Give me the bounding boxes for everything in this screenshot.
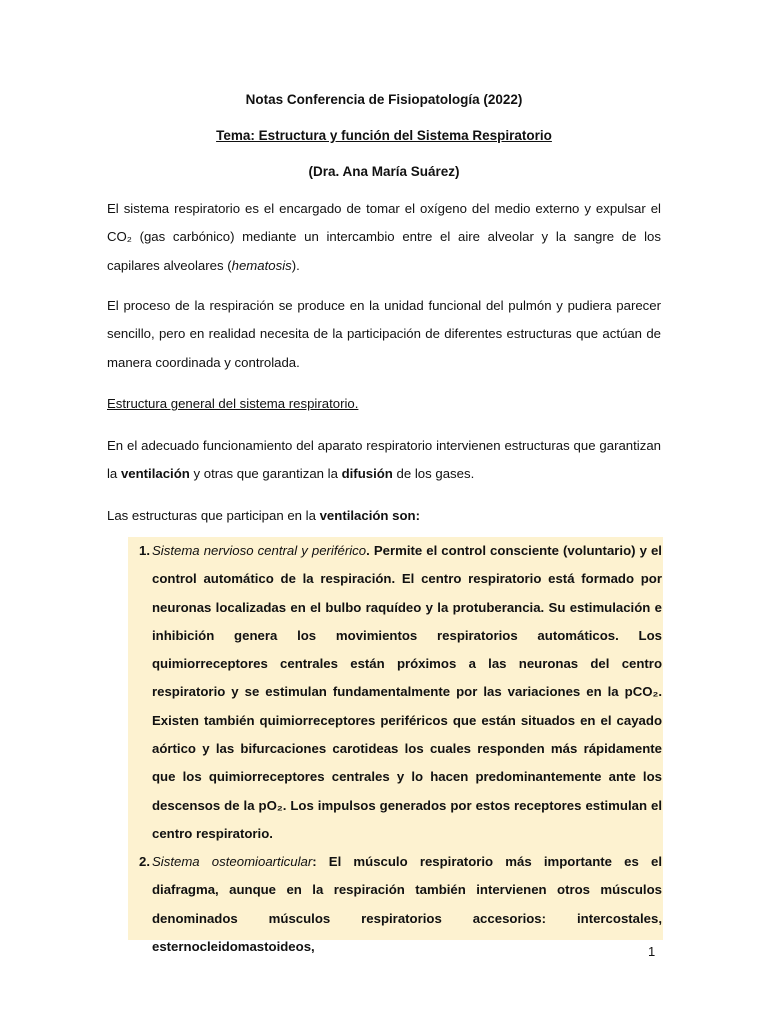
- section-heading: [107, 390, 661, 418]
- p3-bold-difusion: difusión: [341, 466, 393, 482]
- list-item-2-body: : El músculo respiratorio más importante es el diafragma, aunque en la respiración también intervienen otros músculos denominados músculos respiratorios accesorios: intercostales, esternocleidomastoideos,: [152, 854, 662, 954]
- topic-text: Tema: Estructura y función del Sistema Respiratorio: [216, 128, 552, 143]
- intro-paragraph-2: El proceso de la respiración se produce en la unidad funcional del pulmón y pudiera parecer sencillo, pero en realidad necesita de la participación de diferentes estructuras que actúan de manera coordinada y controlada.: [107, 298, 661, 370]
- list-number-2: 2.: [139, 854, 150, 869]
- section-heading-text: Estructura general del sistema respiratorio.: [107, 396, 359, 411]
- p3-text-b: y otras que garantizan la: [189, 466, 342, 482]
- document-author: (Dra. Ana María Suárez): [308, 164, 460, 179]
- list-item-1-body-b: ) y el control: [152, 543, 662, 587]
- p3-text-a: En el adecuado funcionamiento del aparato respiratorio intervienen estructuras que garantizan la: [107, 438, 661, 482]
- section-paragraph-3: [107, 432, 661, 489]
- intro-paragraph-1: [107, 195, 661, 280]
- page-number: 1: [648, 944, 656, 959]
- p4-text-a: Las estructuras que participan en la: [107, 508, 320, 523]
- p1-text-a: El sistema respiratorio es el encargado de tomar el oxígeno del medio externo y expulsar el CO₂ (gas carbónico) mediante un intercambio entre el aire alveolar y la sangre de los capilares alveolares (: [107, 201, 661, 273]
- list-item-1-automatico: automático: [203, 571, 274, 587]
- p1-text-b: ).: [291, 257, 300, 273]
- p1-italic-term: hematosis: [231, 257, 292, 273]
- p4-bold-ventilacion: ventilación: [319, 508, 389, 523]
- p3-bold-ventilacion: ventilación: [120, 466, 190, 482]
- p4-text-b: son:: [388, 508, 420, 523]
- document-topic: [0, 128, 768, 143]
- list-number-1: 1.: [139, 543, 150, 558]
- list-item-2-title: Sistema osteomioarticular: [152, 854, 313, 869]
- list-item-1-voluntario: voluntario: [567, 543, 632, 558]
- list-item-1-body-c: de la respiración. El centro respiratorio está formado por neuronas localizadas en el bulbo raquídeo y la protuberancia. Su estimulación e inhibición genera los movimientos respiratorios automáticos. Los quimiorreceptores centrales están próximos a las neuronas del centro respiratorio y se estimulan fundamentalmente por las variaciones en la pCO₂. Existen también quimiorreceptores periféricos que están situados en el cayado aórtico y las bifurcaciones carotideas los cuales responden más rápidamente que los quimiorreceptores centrales y lo hacen predominantemente ante los descensos de la pO₂. Los impulsos generados por estos receptores estimulan el centro respiratorio.: [152, 571, 662, 841]
- p3-text-c: de los gases.: [392, 466, 475, 482]
- document-title: Notas Conferencia de Fisiopatología (2022): [245, 92, 523, 107]
- list-item-1-title: Sistema nervioso central y periférico: [152, 543, 367, 558]
- list-item-1-body-a: . Permite el control consciente (: [366, 543, 568, 558]
- list-item-1-text: [152, 537, 662, 848]
- section-paragraph-4: [107, 502, 661, 530]
- list-item-2-text: [152, 848, 662, 961]
